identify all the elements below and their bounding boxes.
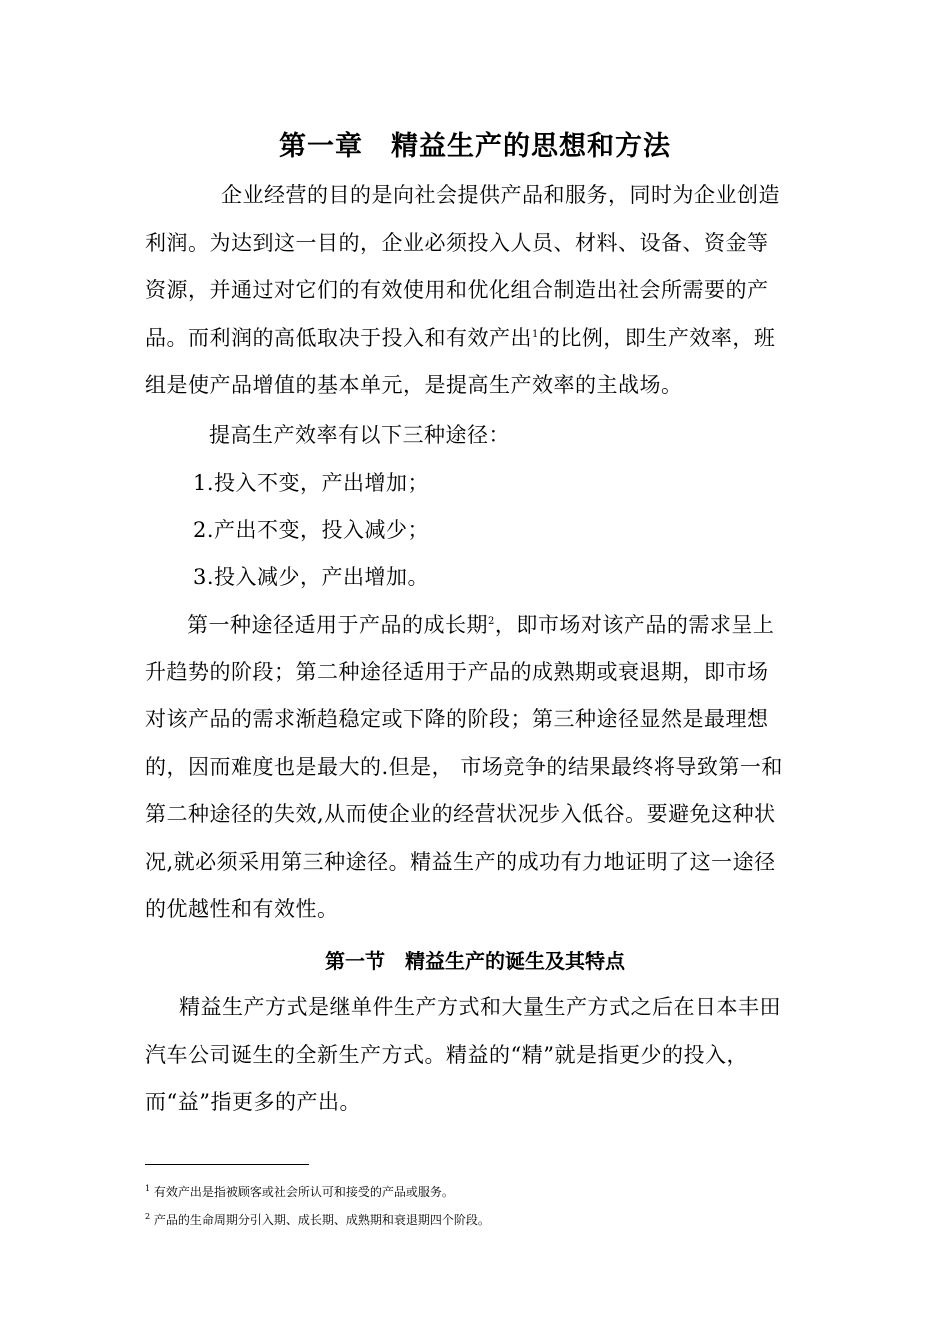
text-run: ，即市场对该产品的需求呈上 <box>494 613 775 637</box>
footnote-2 <box>145 1212 810 1228</box>
paragraph-line: 升趋势的阶段；第二种途径适用于产品的成熟期或衰退期，即市场 <box>145 660 769 684</box>
footnote-mark: 1 <box>145 1184 151 1193</box>
text-run: 第一种途径适用于产品的成长期 <box>187 613 488 637</box>
list-item: 3.投入减少，产出增加。 <box>193 565 430 589</box>
footnote-ref-2[interactable]: 2 <box>488 616 495 627</box>
footnote-text: 产品的生命周期分引入期、成长期、成熟期和衰退期四个阶段。 <box>153 1213 490 1227</box>
paragraph-line: 而“益”指更多的产出。 <box>145 1090 361 1114</box>
text-run: 品。而利润的高低取决于投入和有效产出 <box>145 326 532 350</box>
footnote-ref-1[interactable]: 1 <box>532 329 539 340</box>
paragraph-line <box>145 323 810 353</box>
paragraph-line: 资源，并通过对它们的有效使用和优化组合制造出社会所需要的产 <box>145 278 769 302</box>
paragraph-line: 对该产品的需求渐趋稳定或下降的阶段；第三种途径显然是最理想 <box>145 707 769 731</box>
paragraph-line: 汽车公司诞生的全新生产方式。精益的“精”就是指更少的投入， <box>145 1043 748 1067</box>
paragraph-line: 企业经营的目的是向社会提供产品和服务，同时为企业创造 <box>221 183 780 207</box>
text-run: 的比例，即生产效率，班 <box>538 326 776 350</box>
ways-intro: 提高生产效率有以下三种途径： <box>209 423 510 447</box>
paragraph-line: 精益生产方式是继单件生产方式和大量生产方式之后在日本丰田 <box>179 995 781 1019</box>
footnote-1 <box>145 1184 810 1200</box>
footnote-mark: 2 <box>145 1212 151 1221</box>
chapter-title: 第一章 精益生产的思想和方法 <box>279 131 671 162</box>
list-item: 1.投入不变，产出增加； <box>193 471 430 495</box>
paragraph-line: 的，因而难度也是最大的.但是， 市场竞争的结果最终将导致第一和 <box>145 755 783 779</box>
paragraph-line: 利润。为达到这一目的，企业必须投入人员、材料、设备、资金等 <box>145 231 769 255</box>
section-title: 第一节 精益生产的诞生及其特点 <box>325 949 625 973</box>
paragraph-line: 的优越性和有效性。 <box>145 897 339 921</box>
footnote-separator <box>145 1164 309 1165</box>
paragraph-line: 第二种途径的失效,从而使企业的经营状况步入低谷。要避免这种状 <box>145 802 776 826</box>
paragraph-line: 组是使产品增值的基本单元，是提高生产效率的主战场。 <box>145 373 683 397</box>
footnote-text: 有效产出是指被顾客或社会所认可和接受的产品或服务。 <box>153 1185 454 1199</box>
list-item: 2.产出不变，投入减少； <box>193 518 430 542</box>
paragraph-line: 况,就必须采用第三种途径。精益生产的成功有力地证明了这一途径 <box>145 850 776 874</box>
paragraph-line <box>145 610 810 640</box>
